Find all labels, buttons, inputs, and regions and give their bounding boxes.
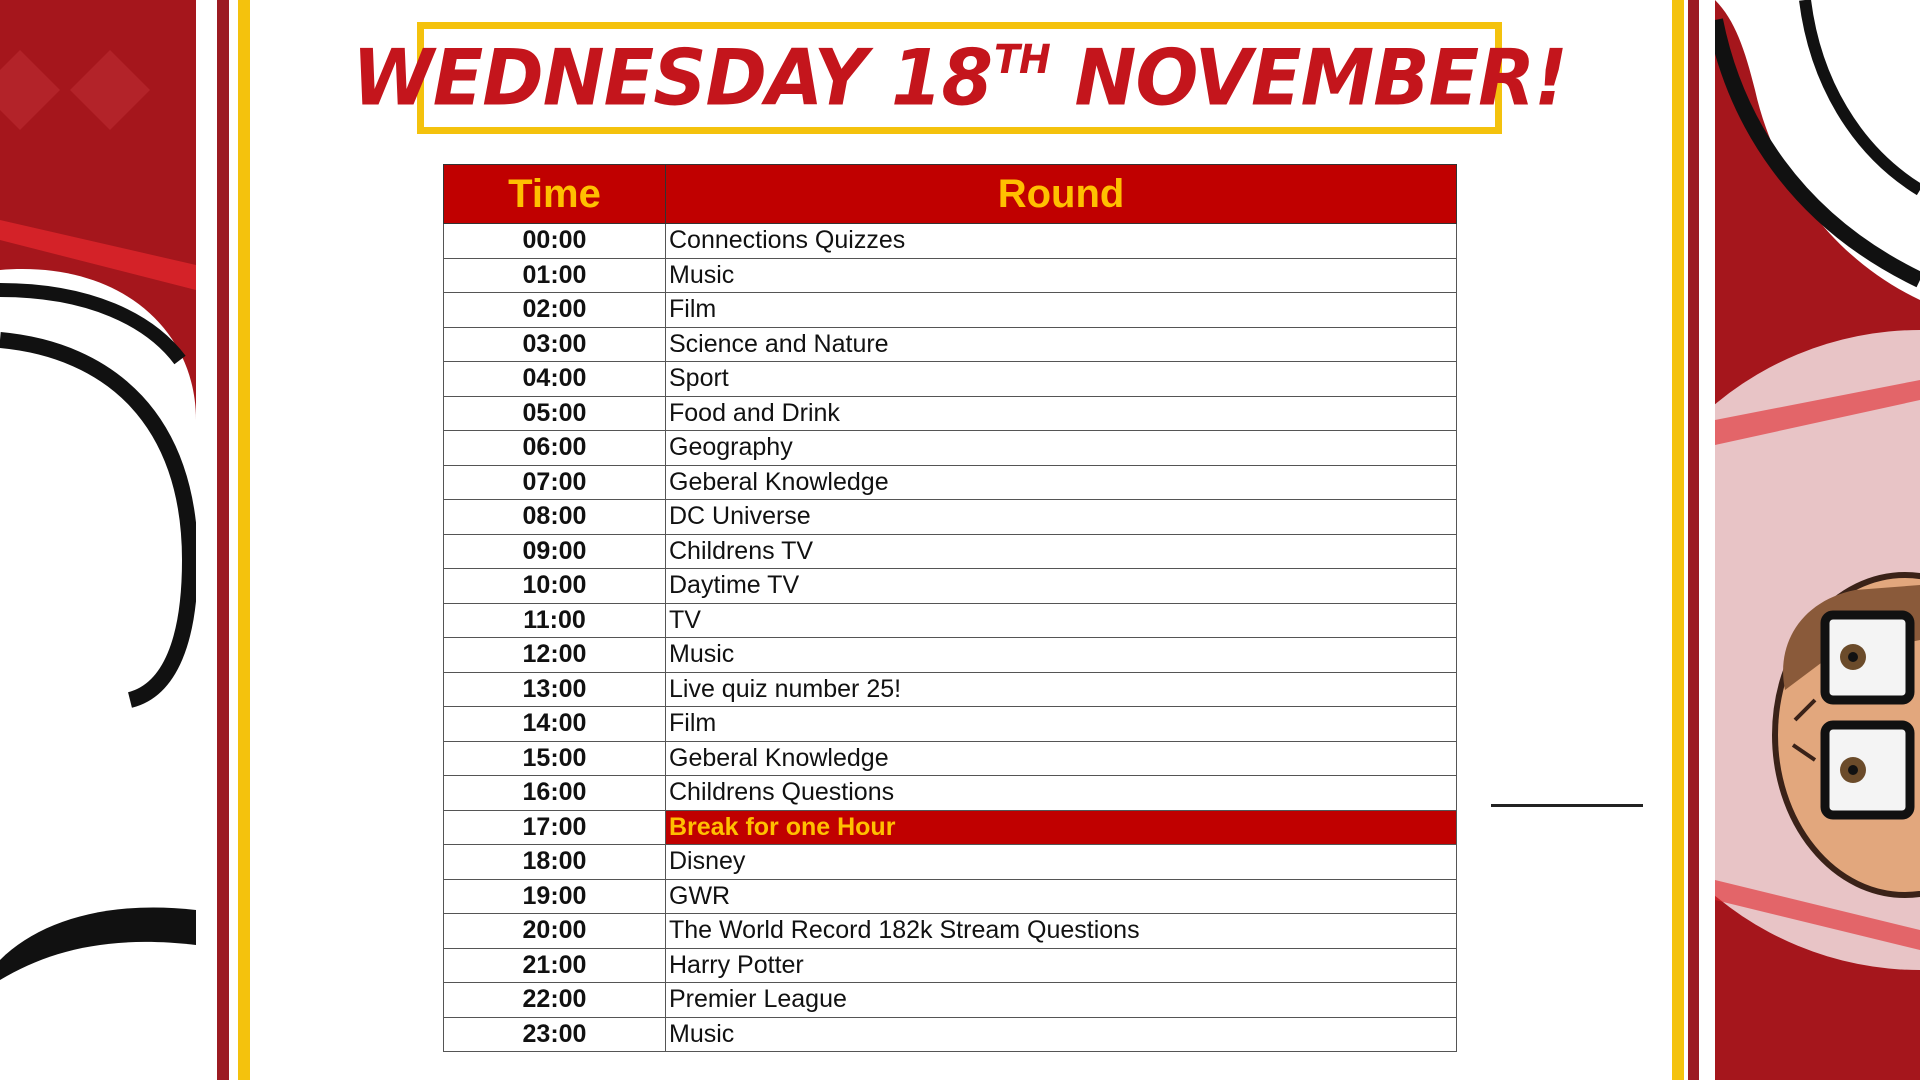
table-row bbox=[444, 983, 1457, 1018]
time-cell: 19:00 bbox=[444, 879, 666, 914]
round-cell: Disney bbox=[666, 845, 1457, 880]
table-row bbox=[444, 258, 1457, 293]
table-row bbox=[444, 327, 1457, 362]
round-cell: DC Universe bbox=[666, 500, 1457, 535]
table-row bbox=[444, 224, 1457, 259]
avatar bbox=[1715, 0, 1920, 1080]
table-row-break bbox=[444, 810, 1457, 845]
table-header-row bbox=[444, 165, 1457, 224]
time-cell: 11:00 bbox=[444, 603, 666, 638]
table-row bbox=[444, 948, 1457, 983]
time-cell: 05:00 bbox=[444, 396, 666, 431]
round-cell: Film bbox=[666, 293, 1457, 328]
time-cell: 12:00 bbox=[444, 638, 666, 673]
time-cell: 06:00 bbox=[444, 431, 666, 466]
header-time: Time bbox=[444, 165, 666, 224]
header-round: Round bbox=[666, 165, 1457, 224]
time-cell: 22:00 bbox=[444, 983, 666, 1018]
round-cell: Daytime TV bbox=[666, 569, 1457, 604]
divider-line bbox=[1491, 804, 1643, 807]
time-cell: 04:00 bbox=[444, 362, 666, 397]
table-row bbox=[444, 569, 1457, 604]
right-decorative-panel bbox=[1715, 0, 1920, 1080]
time-cell: 16:00 bbox=[444, 776, 666, 811]
table-row bbox=[444, 914, 1457, 949]
table-row bbox=[444, 707, 1457, 742]
table-row bbox=[444, 293, 1457, 328]
title-rest: NOVEMBER! bbox=[1049, 32, 1567, 124]
left-stripe-dark bbox=[217, 0, 229, 1080]
table-row bbox=[444, 879, 1457, 914]
table-row bbox=[444, 431, 1457, 466]
table-row bbox=[444, 1017, 1457, 1052]
table-row bbox=[444, 465, 1457, 500]
table-row bbox=[444, 776, 1457, 811]
time-cell: 02:00 bbox=[444, 293, 666, 328]
title-ordinal: TH bbox=[994, 36, 1050, 83]
time-cell: 03:00 bbox=[444, 327, 666, 362]
time-cell: 08:00 bbox=[444, 500, 666, 535]
table-row bbox=[444, 741, 1457, 776]
round-cell: Premier League bbox=[666, 983, 1457, 1018]
schedule-table bbox=[443, 164, 1457, 1052]
round-cell: Sport bbox=[666, 362, 1457, 397]
round-cell: Film bbox=[666, 707, 1457, 742]
table-row bbox=[444, 362, 1457, 397]
round-cell: Music bbox=[666, 258, 1457, 293]
left-decorative-panel bbox=[0, 0, 196, 1080]
time-cell: 07:00 bbox=[444, 465, 666, 500]
round-cell: Break for one Hour bbox=[666, 810, 1457, 845]
round-cell: Food and Drink bbox=[666, 396, 1457, 431]
round-cell: TV bbox=[666, 603, 1457, 638]
round-cell: The World Record 182k Stream Questions bbox=[666, 914, 1457, 949]
time-cell: 13:00 bbox=[444, 672, 666, 707]
time-cell: 14:00 bbox=[444, 707, 666, 742]
right-stripe-dark bbox=[1688, 0, 1699, 1080]
round-cell: Science and Nature bbox=[666, 327, 1457, 362]
round-cell: Geography bbox=[666, 431, 1457, 466]
title-main: WEDNESDAY 18 bbox=[352, 32, 993, 124]
table-row bbox=[444, 845, 1457, 880]
round-cell: Childrens TV bbox=[666, 534, 1457, 569]
round-cell: Music bbox=[666, 1017, 1457, 1052]
table-row bbox=[444, 396, 1457, 431]
page-title bbox=[352, 32, 1567, 124]
left-stripe-gold bbox=[238, 0, 250, 1080]
time-cell: 17:00 bbox=[444, 810, 666, 845]
time-cell: 21:00 bbox=[444, 948, 666, 983]
time-cell: 18:00 bbox=[444, 845, 666, 880]
table-row bbox=[444, 534, 1457, 569]
time-cell: 09:00 bbox=[444, 534, 666, 569]
schedule-body bbox=[444, 224, 1457, 1052]
round-cell: Connections Quizzes bbox=[666, 224, 1457, 259]
round-cell: GWR bbox=[666, 879, 1457, 914]
title-banner bbox=[352, 22, 1567, 134]
table-row bbox=[444, 672, 1457, 707]
time-cell: 15:00 bbox=[444, 741, 666, 776]
round-cell: Geberal Knowledge bbox=[666, 465, 1457, 500]
time-cell: 10:00 bbox=[444, 569, 666, 604]
time-cell: 00:00 bbox=[444, 224, 666, 259]
table-row bbox=[444, 638, 1457, 673]
round-cell: Music bbox=[666, 638, 1457, 673]
round-cell: Live quiz number 25! bbox=[666, 672, 1457, 707]
round-cell: Harry Potter bbox=[666, 948, 1457, 983]
table-row bbox=[444, 500, 1457, 535]
time-cell: 20:00 bbox=[444, 914, 666, 949]
round-cell: Geberal Knowledge bbox=[666, 741, 1457, 776]
time-cell: 23:00 bbox=[444, 1017, 666, 1052]
time-cell: 01:00 bbox=[444, 258, 666, 293]
left-panel-art bbox=[0, 0, 196, 1080]
table-row bbox=[444, 603, 1457, 638]
round-cell: Childrens Questions bbox=[666, 776, 1457, 811]
right-stripe-gold bbox=[1672, 0, 1684, 1080]
